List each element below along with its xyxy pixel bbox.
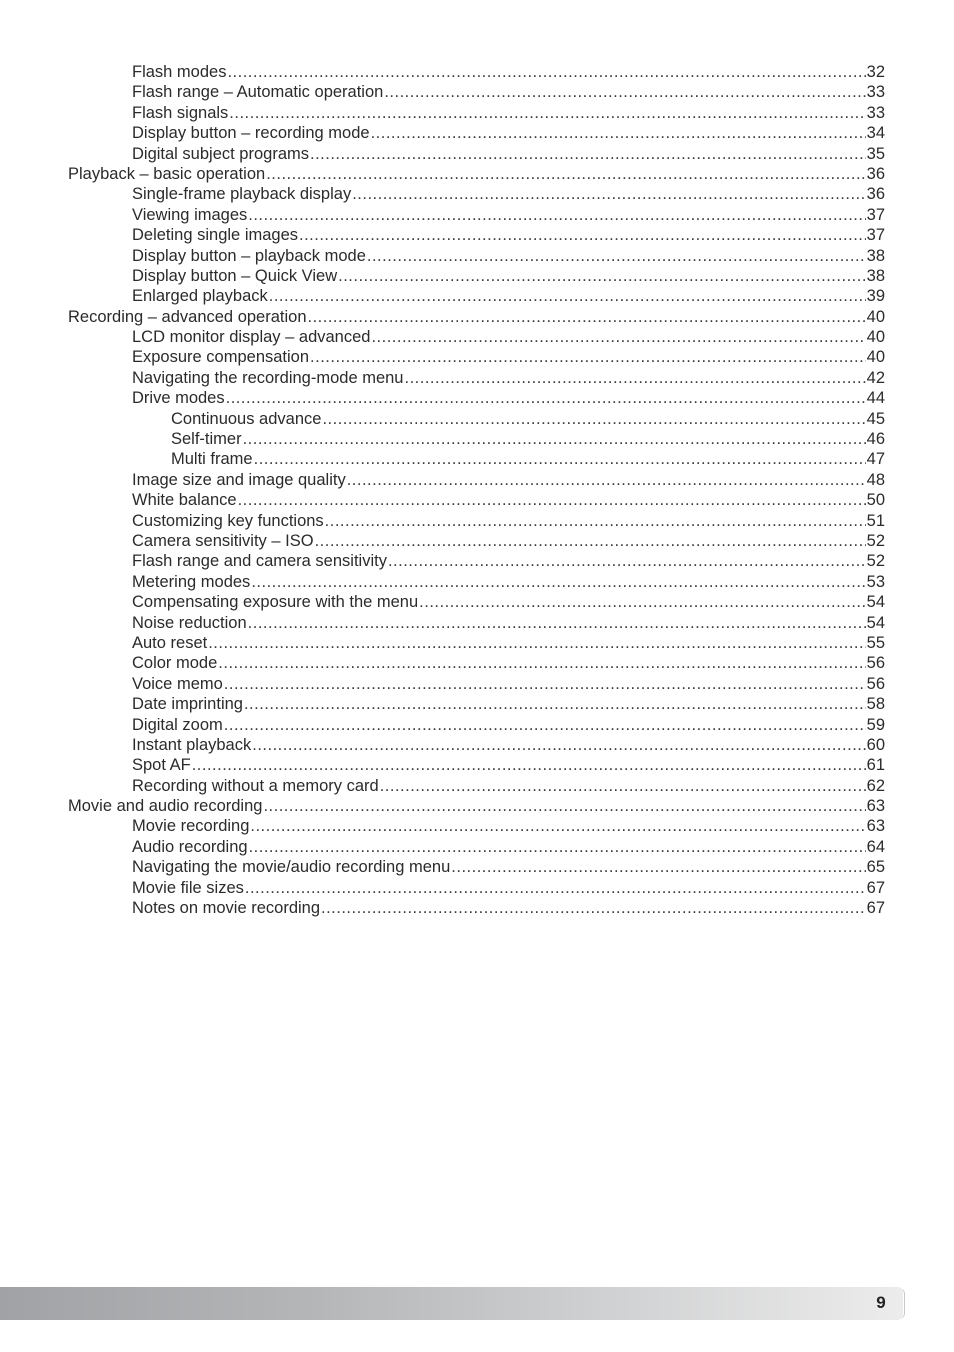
toc-dot-leader xyxy=(451,857,865,877)
toc-entry-page: 50 xyxy=(866,491,885,510)
toc-entry[interactable] xyxy=(0,633,954,653)
toc-entry-page: 54 xyxy=(866,613,885,632)
toc-dot-leader xyxy=(249,837,866,857)
toc-entry-title: Playback – basic operation xyxy=(68,164,266,183)
toc-entry[interactable] xyxy=(0,62,954,82)
toc-entry[interactable] xyxy=(0,776,954,796)
toc-entry[interactable] xyxy=(0,449,954,469)
toc-entry-title: Metering modes xyxy=(132,572,251,591)
toc-entry-row xyxy=(132,816,885,836)
toc-entry-row xyxy=(68,796,885,816)
toc-entry[interactable] xyxy=(0,246,954,266)
toc-entry-page: 39 xyxy=(866,287,885,306)
toc-entry-row xyxy=(132,246,885,266)
toc-entry-title: Color mode xyxy=(132,654,218,673)
toc-dot-leader xyxy=(380,776,866,796)
toc-entry-title: Camera sensitivity – ISO xyxy=(132,531,314,550)
toc-entry[interactable] xyxy=(0,898,954,918)
toc-entry-title: Flash range – Automatic operation xyxy=(132,83,384,102)
toc-entry-page: 53 xyxy=(866,572,885,591)
toc-entry-title: Display button – Quick View xyxy=(132,266,338,285)
toc-entry-title: Compensating exposure with the menu xyxy=(132,593,419,612)
toc-dot-leader xyxy=(243,429,866,449)
toc-entry-row xyxy=(132,531,885,551)
toc-entry-row xyxy=(132,123,885,143)
toc-entry[interactable] xyxy=(0,388,954,408)
toc-entry-title: Navigating the recording-mode menu xyxy=(132,368,404,387)
toc-dot-leader xyxy=(388,551,866,571)
toc-entry-title: Noise reduction xyxy=(132,613,247,632)
toc-entry[interactable] xyxy=(0,164,954,184)
toc-entry-row xyxy=(132,205,885,225)
toc-entry-row xyxy=(132,592,885,612)
toc-entry-row xyxy=(68,307,885,327)
toc-entry-page: 65 xyxy=(866,858,885,877)
toc-entry-page: 67 xyxy=(866,899,885,918)
toc-entry-page: 63 xyxy=(866,817,885,836)
toc-entry[interactable] xyxy=(0,837,954,857)
toc-entry-page: 32 xyxy=(866,63,885,81)
toc-dot-leader xyxy=(269,286,866,306)
toc-entry[interactable] xyxy=(0,653,954,673)
toc-dot-leader xyxy=(224,715,866,735)
toc-entry-title: Enlarged playback xyxy=(132,287,268,306)
toc-dot-leader xyxy=(310,347,866,367)
toc-entry-title: Display button – playback mode xyxy=(132,246,366,265)
toc-entry-page: 56 xyxy=(866,674,885,693)
toc-entry-title: Recording – advanced operation xyxy=(68,307,307,326)
toc-entry-row xyxy=(132,144,885,164)
toc-entry-title: Flash modes xyxy=(132,63,227,81)
toc-entry-page: 47 xyxy=(866,450,885,469)
toc-entry-title: Auto reset xyxy=(132,633,208,652)
toc-entry[interactable] xyxy=(0,490,954,510)
toc-dot-leader xyxy=(254,449,866,469)
toc-entry-row xyxy=(132,837,885,857)
toc-entry-title: Image size and image quality xyxy=(132,470,346,489)
toc-entry-title: Display button – recording mode xyxy=(132,124,370,143)
toc-entry-page: 33 xyxy=(866,83,885,102)
footer-band xyxy=(0,1287,903,1320)
toc-dot-leader xyxy=(405,368,866,388)
toc-entry-page: 42 xyxy=(866,368,885,387)
toc-entry[interactable] xyxy=(0,694,954,714)
toc-entry[interactable] xyxy=(0,572,954,592)
toc-dot-leader xyxy=(227,62,865,82)
toc-dot-leader xyxy=(252,735,865,755)
toc-entry-page: 38 xyxy=(866,266,885,285)
toc-dot-leader xyxy=(384,82,865,102)
toc-entry[interactable] xyxy=(0,592,954,612)
toc-entry[interactable] xyxy=(0,511,954,531)
toc-entry-page: 61 xyxy=(866,756,885,775)
toc-entry[interactable] xyxy=(0,327,954,347)
toc-dot-leader xyxy=(244,694,866,714)
toc-entry[interactable] xyxy=(0,103,954,123)
toc-entry-title: Multi frame xyxy=(171,450,253,469)
toc-entry-page: 37 xyxy=(866,226,885,245)
toc-entry-row xyxy=(132,613,885,633)
toc-entry-row xyxy=(132,286,885,306)
toc-entry-row xyxy=(132,633,885,653)
toc-entry[interactable] xyxy=(0,531,954,551)
toc-entry[interactable] xyxy=(0,307,954,327)
toc-dot-leader xyxy=(192,755,866,775)
toc-entry[interactable] xyxy=(0,735,954,755)
toc-dot-leader xyxy=(251,572,865,592)
toc-entry-title: Movie and audio recording xyxy=(68,797,263,816)
toc-entry-title: Movie recording xyxy=(132,817,250,836)
toc-entry-title: Flash range and camera sensitivity xyxy=(132,552,387,571)
toc-entry-row xyxy=(132,347,885,367)
toc-entry-page: 51 xyxy=(866,511,885,530)
toc-entry-row xyxy=(132,653,885,673)
toc-entry-page: 56 xyxy=(866,654,885,673)
toc-dot-leader xyxy=(245,878,866,898)
toc-entry[interactable] xyxy=(0,225,954,245)
toc-dot-leader xyxy=(310,144,866,164)
toc-entry[interactable] xyxy=(0,613,954,633)
toc-entry-title: Customizing key functions xyxy=(132,511,324,530)
toc-entry-row xyxy=(132,694,885,714)
toc-dot-leader xyxy=(338,266,866,286)
toc-entry[interactable] xyxy=(0,205,954,225)
toc-dot-leader xyxy=(315,531,866,551)
toc-entry-row xyxy=(132,103,885,123)
toc-entry-title: Navigating the movie/audio recording menu xyxy=(132,858,451,877)
toc-entry-row xyxy=(132,225,885,245)
toc-entry-title: Exposure compensation xyxy=(132,348,310,367)
toc-entry[interactable] xyxy=(0,409,954,429)
toc-dot-leader xyxy=(371,327,865,347)
toc-entry-title: Self-timer xyxy=(171,430,242,449)
toc-entry-row xyxy=(171,409,885,429)
toc-entry-page: 33 xyxy=(866,103,885,122)
toc-entry-page: 58 xyxy=(866,695,885,714)
toc-entry[interactable] xyxy=(0,755,954,775)
toc-entry-row xyxy=(132,368,885,388)
toc-entry[interactable] xyxy=(0,144,954,164)
toc-entry-title: LCD monitor display – advanced xyxy=(132,328,371,347)
toc-entry-page: 34 xyxy=(866,124,885,143)
toc-entry-title: Continuous advance xyxy=(171,409,322,428)
toc-dot-leader xyxy=(226,388,866,408)
toc-entry[interactable] xyxy=(0,470,954,490)
toc-entry-title: Single-frame playback display xyxy=(132,185,352,204)
toc-entry-page: 52 xyxy=(866,552,885,571)
toc-entry-row xyxy=(132,776,885,796)
toc-entry[interactable] xyxy=(0,82,954,102)
toc-dot-leader xyxy=(266,164,865,184)
toc-entry[interactable] xyxy=(0,286,954,306)
toc-entry-page: 38 xyxy=(866,246,885,265)
toc-entry-page: 40 xyxy=(866,348,885,367)
toc-entry[interactable] xyxy=(0,123,954,143)
toc-entry-title: Notes on movie recording xyxy=(132,899,321,918)
toc-dot-leader xyxy=(325,511,866,531)
toc-dot-leader xyxy=(371,123,866,143)
table-of-contents xyxy=(0,62,954,918)
toc-entry[interactable] xyxy=(0,796,954,816)
toc-entry-page: 59 xyxy=(866,715,885,734)
toc-entry-page: 63 xyxy=(866,797,885,816)
toc-dot-leader xyxy=(238,490,866,510)
toc-dot-leader xyxy=(322,409,865,429)
toc-entry-row xyxy=(132,327,885,347)
toc-entry-title: Movie file sizes xyxy=(132,878,244,897)
toc-entry[interactable] xyxy=(0,816,954,836)
toc-entry-title: Spot AF xyxy=(132,756,191,775)
toc-entry[interactable] xyxy=(0,184,954,204)
toc-entry-page: 37 xyxy=(866,205,885,224)
toc-entry-row xyxy=(132,735,885,755)
toc-entry-page: 45 xyxy=(866,409,885,428)
toc-entry-row xyxy=(132,490,885,510)
toc-entry-title: Audio recording xyxy=(132,837,248,856)
toc-entry-page: 35 xyxy=(866,144,885,163)
toc-entry-row xyxy=(132,184,885,204)
toc-entry-page: 36 xyxy=(866,185,885,204)
toc-dot-leader xyxy=(248,613,866,633)
toc-entry[interactable] xyxy=(0,551,954,571)
toc-entry[interactable] xyxy=(0,674,954,694)
toc-dot-leader xyxy=(263,796,865,816)
toc-entry-page: 40 xyxy=(866,307,885,326)
toc-entry-page: 36 xyxy=(866,164,885,183)
toc-dot-leader xyxy=(208,633,865,653)
toc-entry-page: 48 xyxy=(866,470,885,489)
toc-entry-page: 62 xyxy=(866,776,885,795)
toc-entry-title: Recording without a memory card xyxy=(132,776,379,795)
toc-entry-page: 46 xyxy=(866,430,885,449)
toc-entry-page: 40 xyxy=(866,328,885,347)
toc-dot-leader xyxy=(229,103,865,123)
toc-entry-row xyxy=(171,429,885,449)
page-number: 9 xyxy=(876,1293,886,1312)
toc-entry-page: 60 xyxy=(866,735,885,754)
footer-tab-edge xyxy=(896,1288,905,1319)
toc-entry-row xyxy=(132,551,885,571)
toc-dot-leader xyxy=(308,307,866,327)
toc-dot-leader xyxy=(250,816,865,836)
toc-dot-leader xyxy=(248,205,865,225)
toc-entry[interactable] xyxy=(0,347,954,367)
toc-entry-row xyxy=(132,898,885,918)
toc-entry-row xyxy=(132,62,885,82)
toc-entry-title: Date imprinting xyxy=(132,695,243,714)
toc-entry-row xyxy=(132,878,885,898)
toc-entry[interactable] xyxy=(0,368,954,388)
toc-entry-title: Voice memo xyxy=(132,674,223,693)
toc-entry-page: 54 xyxy=(866,593,885,612)
toc-entry-row xyxy=(132,755,885,775)
toc-entry-title: Flash signals xyxy=(132,103,229,122)
toc-entry[interactable] xyxy=(0,266,954,286)
toc-dot-leader xyxy=(224,674,866,694)
toc-entry-title: Deleting single images xyxy=(132,226,299,245)
toc-entry-title: Drive modes xyxy=(132,389,225,408)
toc-dot-leader xyxy=(352,184,865,204)
toc-dot-leader xyxy=(367,246,866,266)
toc-entry-page: 44 xyxy=(866,389,885,408)
toc-entry-row xyxy=(132,572,885,592)
toc-entry[interactable] xyxy=(0,878,954,898)
toc-entry-row xyxy=(132,857,885,877)
toc-dot-leader xyxy=(419,592,865,612)
toc-entry-row xyxy=(132,82,885,102)
toc-entry[interactable] xyxy=(0,857,954,877)
toc-entry-row xyxy=(68,164,885,184)
toc-entry-row xyxy=(171,449,885,469)
toc-entry-title: White balance xyxy=(132,491,237,510)
toc-entry-title: Viewing images xyxy=(132,205,248,224)
toc-entry-row xyxy=(132,470,885,490)
toc-dot-leader xyxy=(321,898,866,918)
toc-entry-title: Instant playback xyxy=(132,735,252,754)
toc-entry-page: 64 xyxy=(866,837,885,856)
toc-entry-row xyxy=(132,266,885,286)
toc-dot-leader xyxy=(299,225,866,245)
toc-entry-row xyxy=(132,674,885,694)
toc-entry-row xyxy=(132,715,885,735)
toc-entry-title: Digital zoom xyxy=(132,715,223,734)
toc-entry[interactable] xyxy=(0,715,954,735)
toc-entry-page: 67 xyxy=(866,878,885,897)
toc-entry[interactable] xyxy=(0,429,954,449)
toc-entry-row xyxy=(132,388,885,408)
toc-entry-title: Digital subject programs xyxy=(132,144,309,163)
toc-entry-page: 55 xyxy=(866,633,885,652)
toc-entry-page: 52 xyxy=(866,531,885,550)
toc-entry-row xyxy=(132,511,885,531)
toc-dot-leader xyxy=(218,653,865,673)
toc-dot-leader xyxy=(347,470,866,490)
